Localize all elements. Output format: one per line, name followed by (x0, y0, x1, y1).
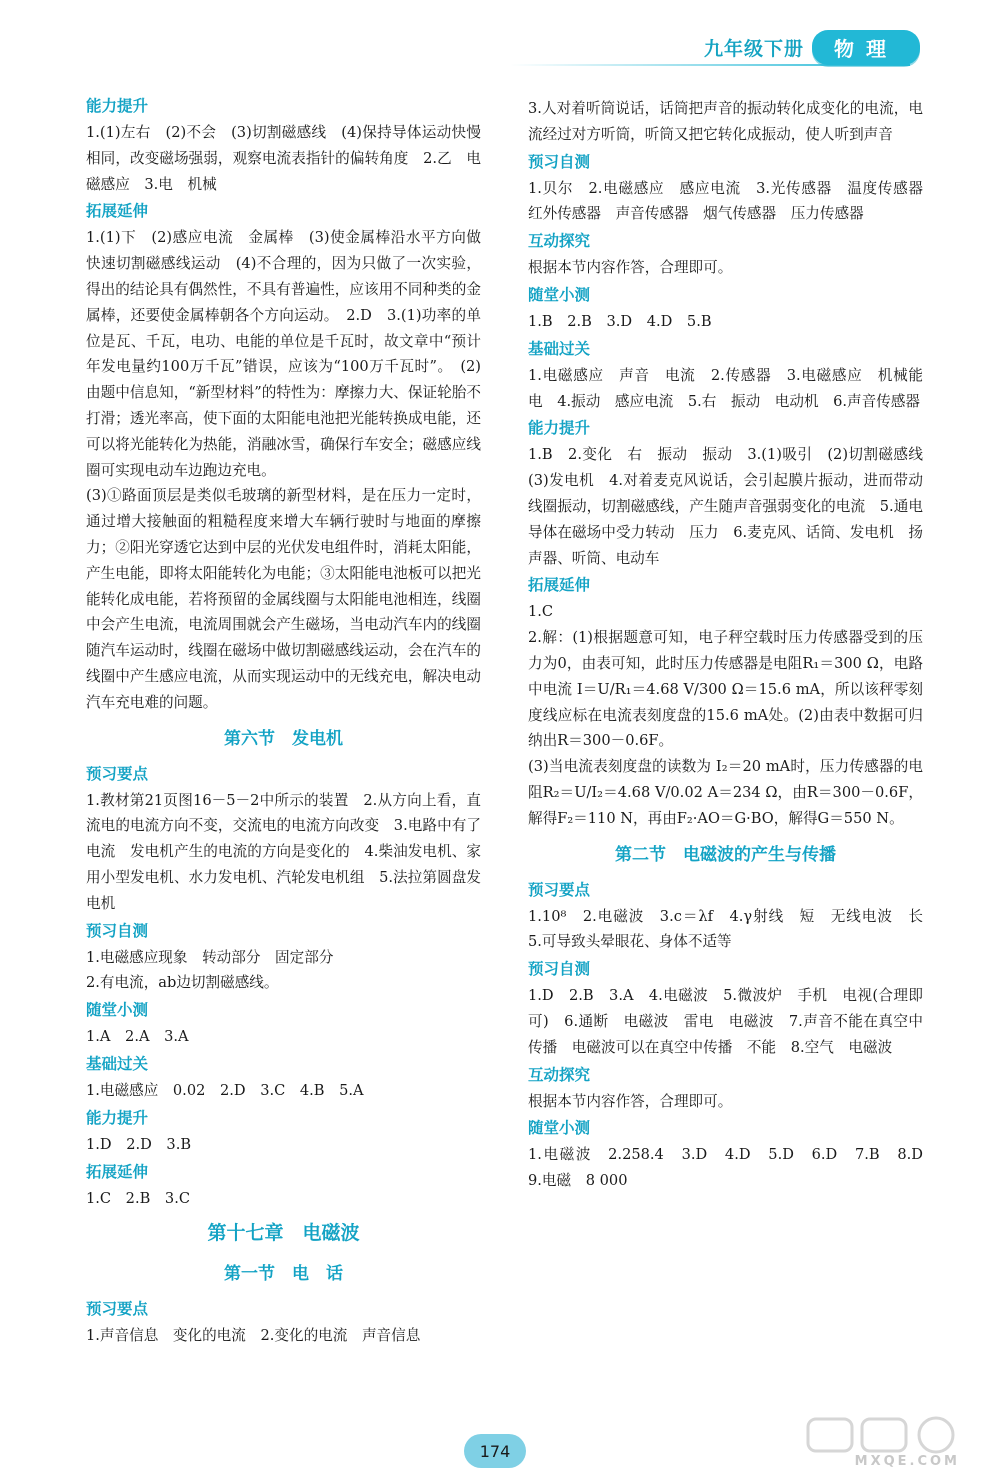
page-header (704, 30, 920, 65)
answer-text: 1.B 2.B 3.D 4.D 5.B (528, 312, 712, 330)
answer-text: 1.声音信息 变化的电流 2.变化的电流 声音信息 (86, 1327, 421, 1345)
section-title-em-waves: 第二节 电磁波的产生与传播 (615, 844, 836, 865)
section-title-telephone: 第一节 电 话 (224, 1264, 343, 1285)
heading-extension: 拓展延伸 (528, 576, 591, 595)
watermark-graphic (800, 1415, 970, 1455)
answer-text: 1.10⁸ 2.电磁波 3.c＝λf 4.γ射线 短 无线电波 长 5.可导致头晕眼花、身体不适等 (528, 907, 938, 951)
heading-preview-points: 预习要点 (528, 880, 591, 899)
section-title-generator: 第六节 发电机 (224, 728, 343, 749)
heading-class-quiz: 随堂小测 (86, 1001, 149, 1020)
heading-preview-points: 预习要点 (86, 1300, 149, 1319)
heading-class-quiz: 随堂小测 (528, 285, 591, 304)
answer-text: 2.有电流，ab边切割磁感线。 (86, 974, 279, 992)
answer-text: 1.C 2.B 3.C (86, 1189, 191, 1207)
heading-class-quiz: 随堂小测 (528, 1119, 591, 1138)
heading-extension: 拓展延伸 (86, 202, 149, 221)
left-column (86, 92, 481, 1349)
answer-text: 根据本节内容作答，合理即可。 (528, 259, 733, 277)
heading-basics: 基础过关 (86, 1054, 149, 1073)
answer-text: 2.解：(1)根据题意可知，电子秤空载时压力传感器受到的压力为0，由表可知，此时压力传感器是电阻R₁＝300 Ω，电路中电流 I＝U/R₁＝4.68 V/300 Ω＝15.6 mA，所以该秤零刻度线应标在电流表刻度盘的15.6 mA处。(2)由表中数据可归纳出R＝300－0.6F。 (528, 629, 923, 750)
answer-text: 1.C (528, 603, 554, 621)
heading-preview-test: 预习自测 (528, 152, 591, 171)
heading-preview-test: 预习自测 (528, 960, 591, 979)
answer-text: 1.贝尔 2.电磁感应 感应电流 3.光传感器 温度传感器 红外传感器 声音传感器 烟气传感器 压力传感器 (528, 179, 938, 223)
subject-badge: 物理 (812, 30, 920, 65)
answer-text: 1.电磁感应 0.02 2.D 3.C 4.B 5.A (86, 1081, 364, 1099)
answer-text: 1.(1)左右 (2)不会 (3)切割磁感线 (4)保持导体运动快慢相同，改变磁场强弱，观察电流表指针的偏转角度 2.乙 电磁感应 3.电 机械 (86, 124, 481, 193)
answer-text: 1.电磁感应 声音 电流 2.传感器 3.电磁感应 机械能 电 4.振动 感应电流 5.右 振动 电动机 6.声音传感器 (528, 366, 938, 410)
answer-text: 1.B 2.变化 右 振动 振动 3.(1)吸引 (2)切割磁感线 (3)发电机 4.对着麦克风说话，会引起膜片振动，进而带动线圈振动，切割磁感线，产生随声音强弱变化的电流 5.通电导体在磁场中受力转动 压力 6.麦克风、话筒、发电机 扬声器、听筒、电动车 (528, 446, 938, 567)
heading-ability: 能力提升 (528, 419, 591, 438)
heading-extension: 拓展延伸 (86, 1162, 149, 1181)
heading-preview-points: 预习要点 (86, 764, 149, 783)
watermark-text: MXQE.COM (854, 1454, 960, 1469)
answer-text: 1.D 2.B 3.A 4.电磁波 5.微波炉 手机 电视(合理即可) 6.通断 电磁波 雷电 电磁波 7.声音不能在真空中传播 电磁波可以在真空中传播 不能 8.空气 电磁波 (528, 987, 923, 1056)
answer-text: 1.电磁感应现象 转动部分 固定部分 (86, 948, 334, 966)
answer-text: 3.人对着听筒说话，话筒把声音的振动转化成变化的电流，电流经过对方听筒，听筒又把它转化成振动，使人听到声音 (528, 100, 923, 143)
answer-text: (3)当电流表刻度盘的读数为 I₂＝20 mA时，压力传感器的电阻R₂＝U/I₂＝4.68 V/0.02 A＝234 Ω，由R＝300－0.6F，解得F₂＝110 N，再由F₂·AO＝G·BO，解得G＝550 N。 (528, 758, 923, 827)
answer-text: 1.D 2.D 3.B (86, 1135, 192, 1153)
answer-text: 1.(1)下 (2)感应电流 金属棒 (3)使金属棒沿水平方向做快速切割磁感线运动 (4)不合理的，因为只做了一次实验，得出的结论具有偶然性，不具有普遍性，应该用不同种类的金属棒，还要使金属棒朝各个方向运动。 2.D 3.(1)功率的单位是瓦、千瓦，电功、电能的单位是千瓦时，故文章中“预计年发电量约100万千瓦”错误，应该为“100万千瓦时”。 (2)由题中信息知，“新型材料”的特性为：摩擦力大、保证轮胎不打滑；透光率高，使下面的太阳能电池把光能转换成电能，还可以将光能转化为热能，消融冰雪，确保行车安全；磁感应线圈可实现电动车边跑边充电。 (86, 229, 481, 479)
page-number: 174 (464, 1434, 526, 1468)
heading-preview-test: 预习自测 (86, 921, 149, 940)
answer-text: 1.教材第21页图16－5－2中所示的装置 2.从方向上看，直流电的电流方向不变，交流电的电流方向改变 3.电路中有了电流 发电机产生的电流的方向是变化的 4.柴油发电机、家用小型发电机、水力发电机、汽轮发电机组 5.法拉第圆盘发电机 (86, 791, 481, 912)
watermark-logo (800, 1415, 970, 1471)
grade-label: 九年级下册 (703, 38, 804, 60)
heading-ability: 能力提升 (86, 97, 149, 115)
heading-interactive: 互动探究 (528, 1065, 591, 1084)
header-rule (510, 64, 910, 66)
answer-text: 1.A 2.A 3.A (86, 1028, 189, 1046)
answer-text: 1.电磁波 2.258.4 3.D 4.D 5.D 6.D 7.B 8.D 9.电磁 8 000 (528, 1146, 938, 1190)
heading-basics: 基础过关 (528, 339, 591, 358)
right-column (528, 96, 938, 1194)
heading-ability: 能力提升 (86, 1108, 149, 1127)
answer-text: 根据本节内容作答，合理即可。 (528, 1092, 733, 1110)
answer-text: (3)①路面顶层是类似毛玻璃的新型材料，是在压力一定时，通过增大接触面的粗糙程度来增大车辆行驶时与地面的摩擦力；②阳光穿透它达到中层的光伏发电组件时，消耗太阳能，产生电能，即将太阳能转化为电能；③太阳能电池板可以把光能转化成电能，若将预留的金属线圈与太阳能电池相连，线圈中会产生电流，电流周围就会产生磁场，当电动汽车内的线圈随汽车运动时，线圈在磁场中做切割磁感线运动，会在汽车的线圈中产生感应电流，从而实现运动中的无线充电，解决电动汽车充电难的问题。 (86, 487, 481, 711)
heading-interactive: 互动探究 (528, 232, 591, 251)
chapter-title: 第十七章 电磁波 (207, 1222, 360, 1245)
